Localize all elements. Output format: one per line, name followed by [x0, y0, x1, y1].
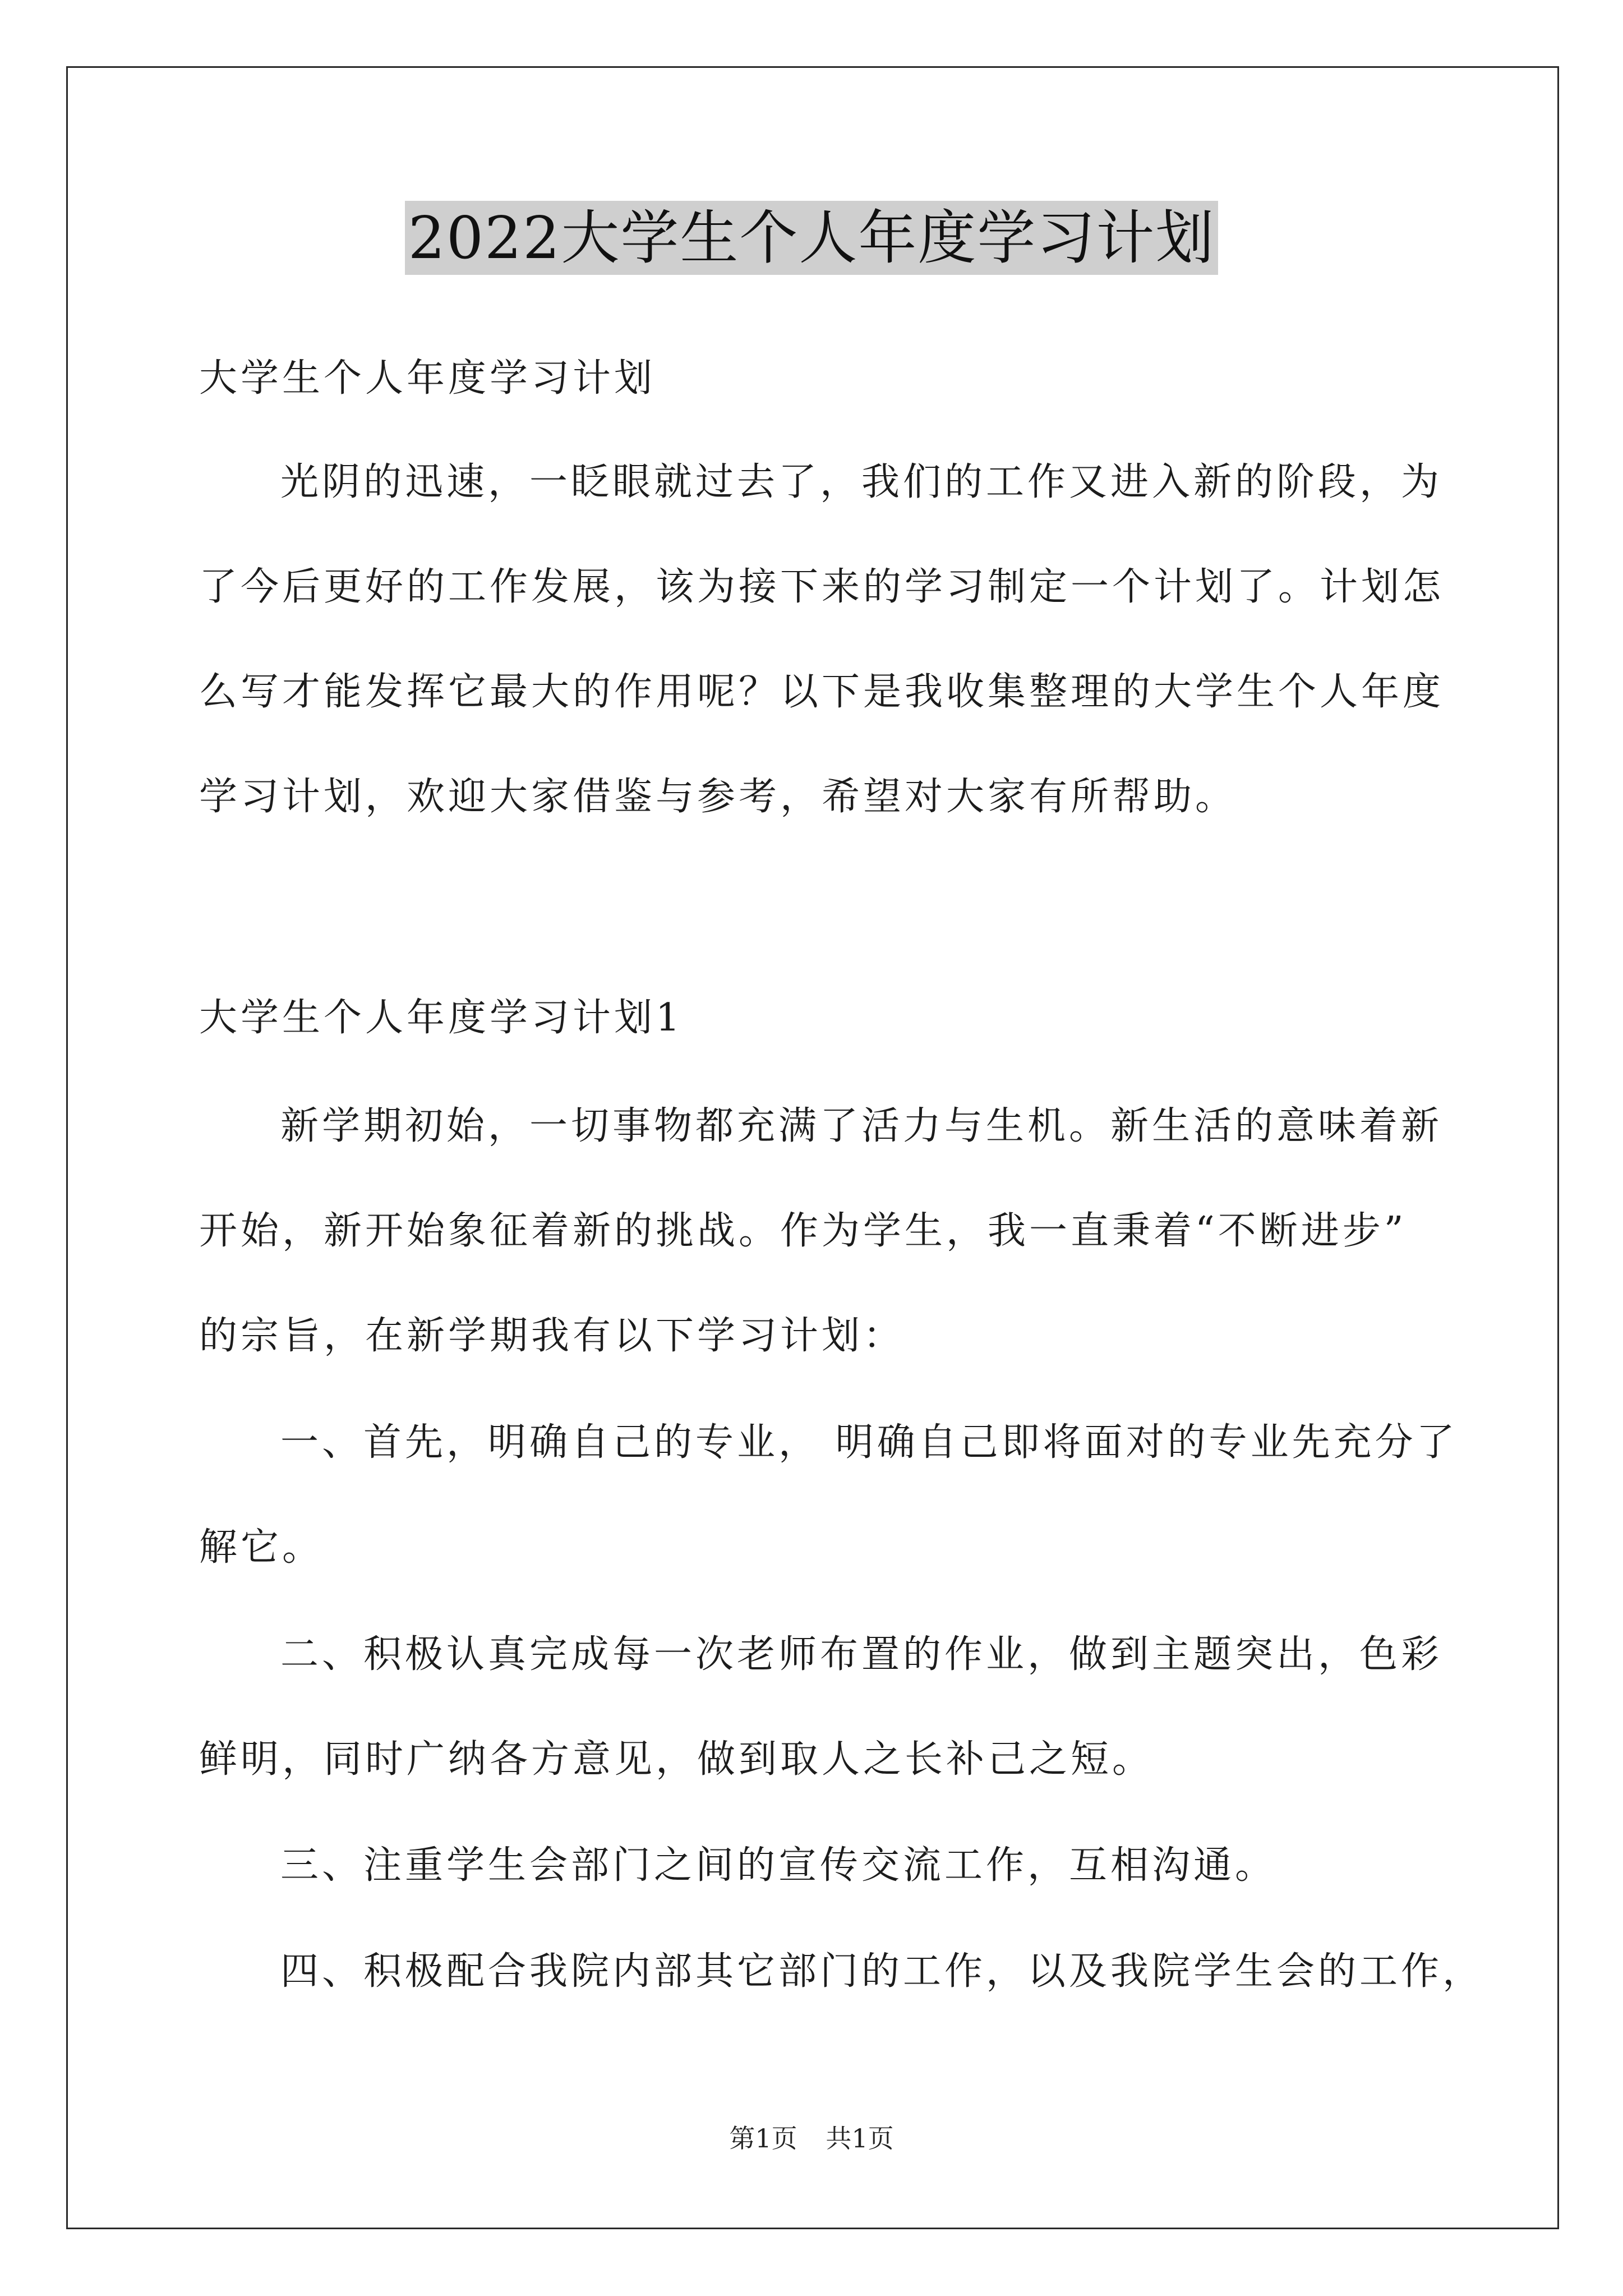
page-total: 共1页	[826, 2123, 894, 2154]
paragraph-line: 光阴的迅速，一眨眼就过去了，我们的工作又进入新的阶段，为	[280, 460, 1443, 504]
page-footer	[0, 2122, 1623, 2155]
paragraph-line: 三、注重学生会部门之间的宣传交流工作，互相沟通。	[280, 1843, 1277, 1888]
paragraph-line: 新学期初始，一切事物都充满了活力与生机。新生活的意味着新	[280, 1104, 1443, 1148]
title-container	[0, 201, 1623, 275]
paragraph-line: 二、积极认真完成每一次老师布置的作业，做到主题突出，色彩	[280, 1632, 1443, 1677]
paragraph-line: 开始，新开始象征着新的挑战。作为学生，我一直秉着“不断进步”	[199, 1209, 1407, 1253]
paragraph-line: 解它。	[199, 1525, 324, 1570]
section-heading: 大学生个人年度学习计划	[199, 356, 656, 401]
paragraph-line: 的宗旨，在新学期我有以下学习计划：	[199, 1314, 905, 1358]
document-title: 2022大学生个人年度学习计划	[405, 201, 1219, 275]
page-number: 第1页	[729, 2123, 797, 2154]
paragraph-line: 一、首先，明确自己的专业， 明确自己即将面对的专业先充分了	[280, 1420, 1458, 1465]
paragraph-line: 四、积极配合我院内部其它部门的工作，以及我院学生会的工作，	[280, 1949, 1484, 1994]
section-heading: 大学生个人年度学习计划1	[199, 996, 684, 1040]
paragraph-line: 鲜明，同时广纳各方意见，做到取人之长补己之短。	[199, 1737, 1154, 1782]
paragraph-line: 么写才能发挥它最大的作用呢？以下是我收集整理的大学生个人年度	[199, 670, 1445, 714]
paragraph-line: 了今后更好的工作发展，该为接下来的学习制定一个计划了。计划怎	[199, 565, 1445, 609]
paragraph-line: 学习计划，欢迎大家借鉴与参考，希望对大家有所帮助。	[199, 775, 1237, 819]
